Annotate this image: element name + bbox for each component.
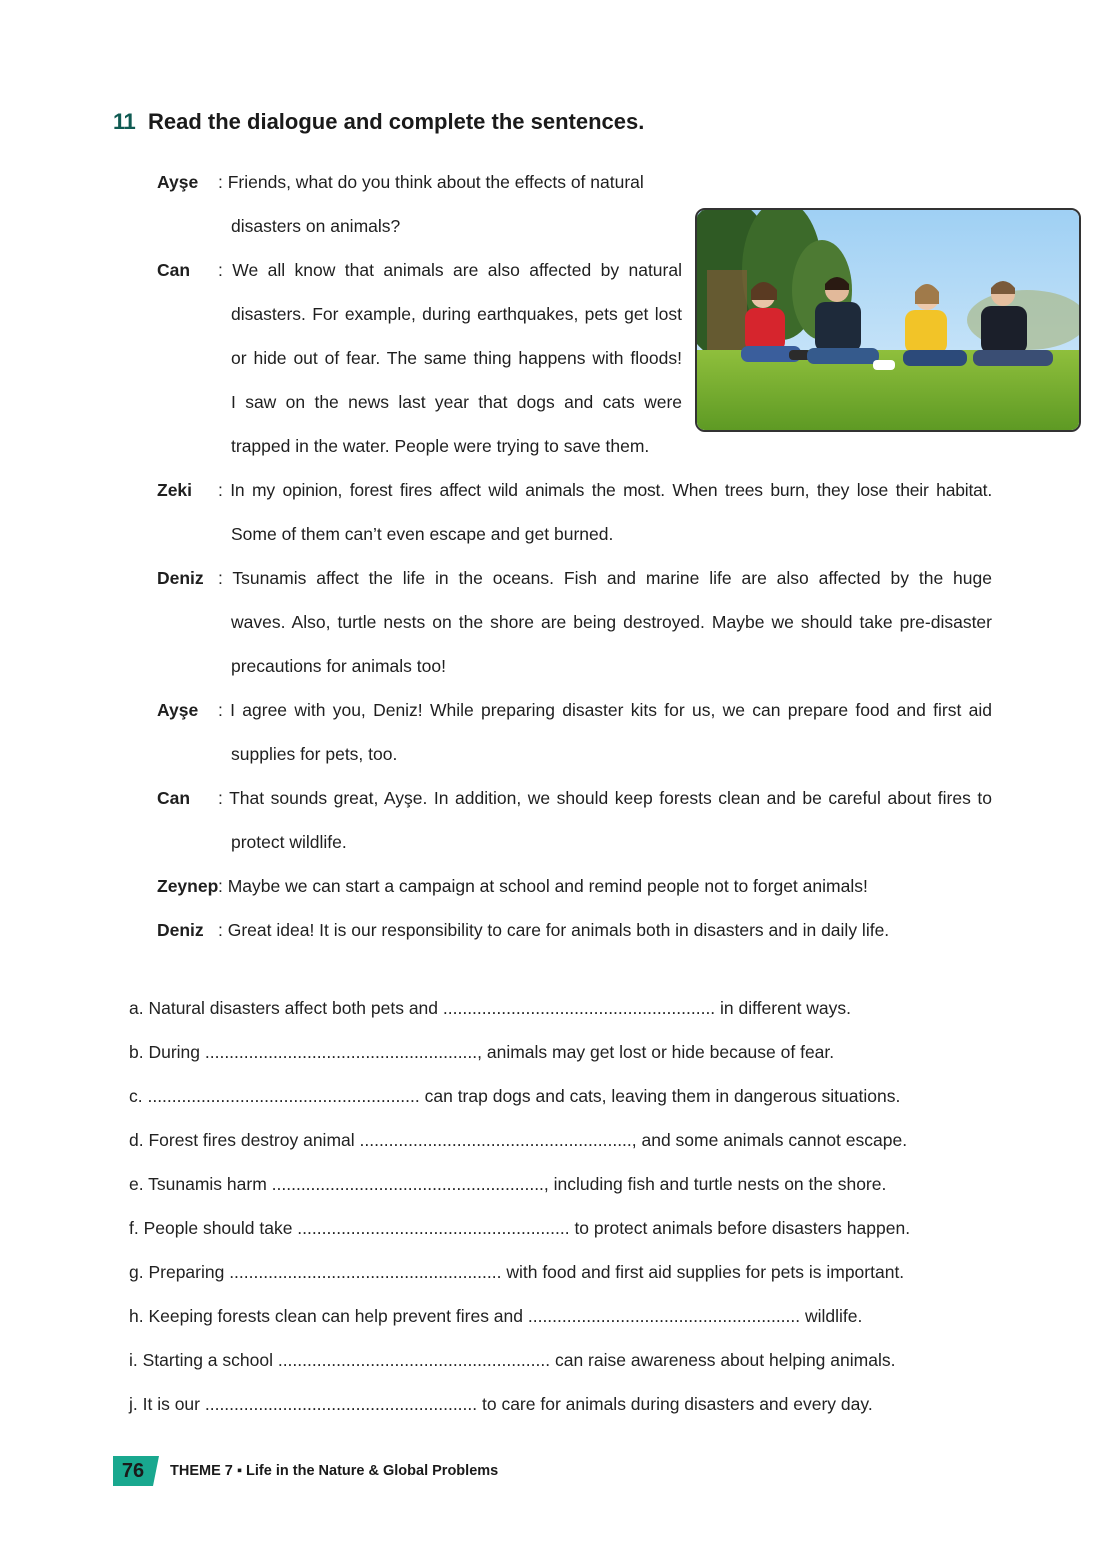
students-photo [695,208,1081,432]
dialogue-line: supplies for pets, too. [231,744,398,764]
dialogue-line: : Tsunamis affect the life in the oceans. Fish and marine life are also affected by the huge [218,568,992,588]
dialogue-line: : I agree with you, Deniz! While preparing disaster kits for us, we can prepare food and first aid [218,700,992,720]
speaker-name: Can [157,260,191,280]
exercise-number: 11 [113,109,136,134]
exercise-item: a. Natural disasters affect both pets and ........................................................ in different ways. [129,998,852,1018]
dialogue-line: disasters on animals? [231,216,401,236]
exercise-item: c. ........................................................ can trap dogs and cats, leaving them in dangerous situations. [129,1086,901,1106]
speaker-name: Deniz [157,568,204,588]
speaker-name: Deniz [157,920,204,940]
exercise-item: d. Forest fires destroy animal ........................................................, and some animals cannot escape. [129,1130,908,1150]
dialogue-line: precautions for animals too! [231,656,446,676]
exercise-item: i. Starting a school ........................................................ can raise awareness about helping animals. [129,1350,896,1370]
exercise-item: h. Keeping forests clean can help prevent fires and ........................................................ wildlife. [129,1306,863,1326]
dialogue-line: : We all know that animals are also affected by natural [218,260,682,280]
dialogue-line: protect wildlife. [231,832,347,852]
dialogue-line: : That sounds great, Ayşe. In addition, we should keep forests clean and be careful about fires to [218,788,992,808]
dialogue-line: trapped in the water. People were trying to save them. [231,436,650,456]
speaker-name: Zeki [157,480,193,500]
dialogue-line: waves. Also, turtle nests on the shore are being destroyed. Maybe we should take pre-disaster [231,612,992,632]
dialogue-line: : Great idea! It is our responsibility to care for animals both in disasters and in daily life. [218,920,890,940]
speaker-name: Can [157,788,191,808]
dialogue-line: disasters. For example, during earthquakes, pets get lost [231,304,682,324]
exercise-item: b. During ........................................................, animals may get lost or hide because of fear. [129,1042,835,1062]
exercise-item: e. Tsunamis harm ........................................................, including fish and turtle nests on the shore. [129,1174,887,1194]
dialogue-line: : Friends, what do you think about the effects of natural [218,172,644,192]
dialogue-line: or hide out of fear. The same thing happens with floods! [231,348,682,368]
dialogue-line: I saw on the news last year that dogs and cats were [231,392,682,412]
dialogue-line: : Maybe we can start a campaign at school and remind people not to forget animals! [218,876,868,896]
exercise-item: g. Preparing ........................................................ with food and first aid supplies for pets is important. [129,1262,905,1282]
page-number: 76 [121,1460,145,1482]
speaker-name: Ayşe [157,172,199,192]
exercise-item: f. People should take ........................................................ to protect animals before disasters happen. [129,1218,911,1238]
exercise-item: j. It is our ........................................................ to care for animals during disasters and every day. [129,1394,873,1414]
exercise-title: Read the dialogue and complete the sentences. [148,109,645,134]
dialogue-line: : In my opinion, forest fires affect wild animals the most. When trees burn, they lose their habitat. [218,480,992,500]
dialogue-line: Some of them can’t even escape and get burned. [231,524,614,544]
speaker-name: Zeynep [157,876,219,896]
theme-footer: THEME 7 ▪ Life in the Nature & Global Problems [170,1463,499,1479]
speaker-name: Ayşe [157,700,199,720]
